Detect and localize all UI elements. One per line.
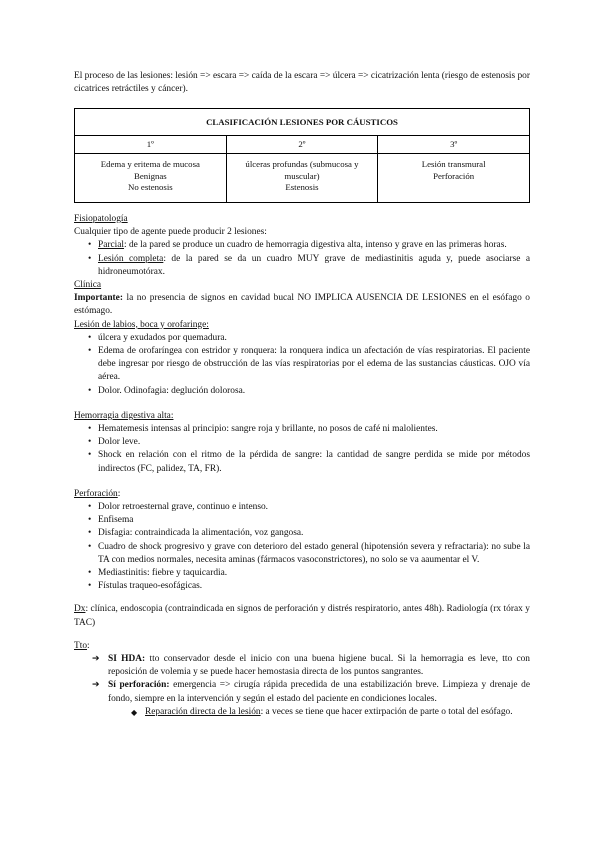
item-text: : de la pared se produce un cuadro de hemorragia digestiva alta, intenso y grave en las primeras horas. [124,240,507,251]
arrow-icon: ➔ [92,680,100,691]
table-header-2: 2º [226,135,378,154]
item-text: : de la pared se da un cuadro MUY grave de mediastinitis aguda y, puede asociarse a hidroneumotórax. [98,253,530,277]
important-label: Importante: [74,293,123,304]
cell-line: Benignas [133,170,167,181]
tto-sublist [74,706,530,719]
list-item: • Cuadro de shock progresivo y grave con deterioro del estado general (hipotensión severa y refractaria): no sube la TA con medios normales, necesita aminas (fármacos vasoconstrictores), no solo se va aaumentar el V. [74,541,530,567]
diamond-icon: ◆ [131,707,138,717]
cell-line: úlceras profundas (submucosa y muscular) [245,159,359,181]
item-label: SI HDA: [108,654,146,664]
list-item: • úlcera y exudados por quemadura. [74,332,530,345]
table-title: CLASIFICACIÓN LESIONES POR CÁUSTICOS [75,109,530,136]
perforacion-list [74,501,530,593]
section-title-perforacion: Perforación [74,488,118,499]
tto-list [74,653,530,706]
list-item [74,706,530,719]
list-item: • Dolor retroesternal grave, continuo e intenso. [74,501,530,514]
list-item: • Shock en relación con el ritmo de la pérdida de sangre: la cantidad de sangre perdida se mide por métodos indirectos (FC, palidez, TA, FR). [74,449,530,475]
document-page [74,70,530,719]
section-title-labios: Lesión de labios, boca y orofaringe: [74,319,209,330]
list-item: • Edema de orofaríngea con estridor y ronquera: la ronquera indica un afectación de vías respiratorias. El paciente debe ingresar por riesgo de obstrucción de las vías respiratorias por el edema de las sustancias cáusticas. OJO vía aérea. [74,345,530,385]
table-cell-grade-2 [226,154,378,203]
fisio-intro: Cualquier tipo de agente puede producir 2 lesiones: [74,227,267,238]
table-cell-grade-3 [378,154,530,203]
item-text: tto conservador desde el inicio con una buena higiene bucal. Si la hemorragia es leve, tto con reposición de volemia y se puede hacer hemostasia directa de los puntos sangrantes. [108,654,530,678]
list-item [74,253,530,279]
list-item [74,239,530,252]
section-title-tto: Tto [74,640,88,651]
table-header-1: 1º [75,135,227,154]
cell-line: Perforación [433,170,475,181]
item-text: : a veces se tiene que hacer extirpación de parte o total del esófago. [260,706,513,717]
section-title-clinica: Clínica [74,279,102,290]
list-item: • Disfagia: contraindicada la alimentación, voz gangosa. [74,527,530,540]
table-header-3: 3º [378,135,530,154]
cell-line: Lesión transmural [421,159,486,170]
list-item: • Dolor. Odinofagia: deglución dolorosa. [74,385,530,398]
tto-heading: Tto: [74,640,90,651]
section-title-hemorragia: Hemorragia digestiva alta: [74,410,174,421]
classification-table [74,108,530,203]
list-item: • Mediastinitis: fiebre y taquicardia. [74,567,530,580]
table-cell-grade-1 [75,154,227,203]
list-item [74,653,530,679]
list-item: • Enfisema [74,514,530,527]
item-text: emergencia => cirugía rápida precedida de una estabilización breve. Limpieza y drenaje de fondo, siempre en la intervención y según el estado del paciente en condiciones locales. [108,680,530,704]
fisio-list [74,239,530,279]
item-term: Lesión completa [98,253,164,264]
cell-line: Edema y eritema de mucosa [100,159,200,170]
section-title-fisiopatologia: Fisiopatología [74,213,128,224]
list-item: • Fístulas traqueo-esofágicas. [74,580,530,593]
list-item: • Hematemesis intensas al principio: sangre roja y brillante, no posos de café ni malolientes. [74,423,530,436]
list-item: • Dolor leve. [74,436,530,449]
arrow-icon: ➔ [92,654,100,664]
hemorragia-list [74,423,530,476]
perforacion-heading: Perforación: [74,488,121,499]
list-item [74,679,530,705]
cell-line: No estenosis [127,182,173,193]
dx-text: : clínica, endoscopia (contraindicada en signos de perforación y distrés respiratorio, antes 48h). Radiología (rx tórax y TAC) [74,604,530,628]
labios-list [74,332,530,398]
item-term: Parcial [98,240,125,251]
cell-line: Estenosis [285,182,319,193]
important-text: la no presencia de signos en cavidad bucal NO IMPLICA AUSENCIA DE LESIONES en el esófago o estómago. [74,293,530,317]
item-label: Sí perforación: [108,680,170,691]
intro-paragraph: El proceso de las lesiones: lesión => escara => caída de la escara => úlcera => cicatrización lenta (riesgo de estenosis por cicatrices retráctiles y cáncer). [74,71,530,95]
dx-label: Dx [74,604,86,615]
clinica-important [74,292,530,318]
item-term: Reparación directa de la lesión [145,706,261,717]
dx-paragraph [74,603,530,629]
